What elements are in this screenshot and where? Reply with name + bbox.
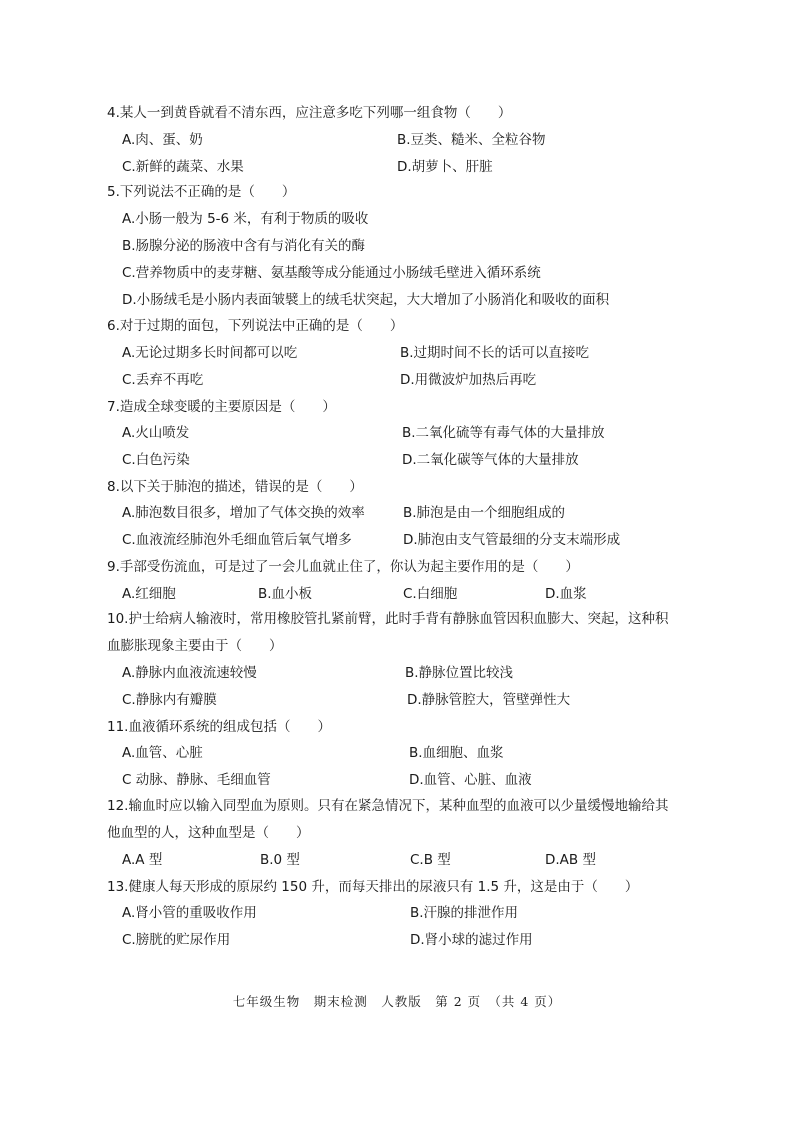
- q5-option-b: B.肠腺分泌的肠液中含有与消化有关的酶: [122, 238, 366, 254]
- question-8: 8.以下关于肺泡的描述，错误的是（ ）: [107, 479, 363, 495]
- q12-option-a: A.A 型: [122, 852, 163, 868]
- q7-option-a: A.火山喷发: [122, 425, 190, 441]
- q10-option-c: C.静脉内有瓣膜: [122, 692, 217, 708]
- q8-option-c: C.血液流经肺泡外毛细血管后氧气增多: [122, 532, 352, 548]
- q13-option-b: B.汗腺的排泄作用: [410, 905, 519, 921]
- q7-option-b: B.二氧化硫等有毒气体的大量排放: [402, 425, 605, 441]
- question-13: 13.健康人每天形成的原尿约 150 升，而每天排出的尿液只有 1.5 升，这是由于（ ）: [107, 879, 639, 895]
- q13-option-c: C.膀胱的贮尿作用: [122, 932, 231, 948]
- q6-option-d: D.用微波炉加热后再吃: [400, 372, 537, 388]
- q13-option-a: A.肾小管的重吸收作用: [122, 905, 257, 921]
- question-5: 5.下列说法不正确的是（ ）: [107, 184, 296, 200]
- q10-option-d: D.静脉管腔大，管壁弹性大: [407, 692, 571, 708]
- q4-option-b: B.豆类、糙米、全粒谷物: [397, 132, 546, 148]
- q13-option-d: D.肾小球的滤过作用: [410, 932, 533, 948]
- question-4: 4.某人一到黄昏就看不清东西，应注意多吃下列哪一组食物（ ）: [107, 105, 512, 121]
- q12-option-b: B.0 型: [260, 852, 300, 868]
- q11-option-a: A.血管、心脏: [122, 745, 203, 761]
- q6-option-c: C.丢弃不再吃: [122, 372, 204, 388]
- question-7: 7.造成全球变暖的主要原因是（ ）: [107, 399, 336, 415]
- question-11: 11.血液循环系统的组成包括（ ）: [107, 719, 331, 735]
- q10-option-a: A.静脉内血液流速较慢: [122, 665, 257, 681]
- q7-option-c: C.白色污染: [122, 452, 190, 468]
- q8-option-a: A.肺泡数目很多，增加了气体交换的效率: [122, 505, 365, 521]
- q11-option-d: D.血管、心脏、血液: [409, 772, 532, 788]
- q5-option-d: D.小肠绒毛是小肠内表面皱襞上的绒毛状突起，大大增加了小肠消化和吸收的面积: [122, 292, 610, 308]
- question-9: 9.手部受伤流血，可是过了一会儿血就止住了，你认为起主要作用的是（ ）: [107, 559, 579, 575]
- page-footer: 七年级生物 期末检测 人教版 第 2 页 （共 4 页）: [232, 994, 562, 1009]
- q4-option-c: C.新鲜的蔬菜、水果: [122, 159, 244, 175]
- q4-option-d: D.胡萝卜、肝脏: [397, 159, 493, 175]
- question-12: 12.输血时应以输入同型血为原则。只有在紧急情况下，某种血型的血液可以少量缓慢地输给其他血型的人，这种血型是（ ）: [107, 798, 669, 841]
- q11-option-b: B.血细胞、血浆: [409, 745, 504, 761]
- q9-option-c: C.白细胞: [403, 586, 458, 602]
- q7-option-d: D.二氧化碳等气体的大量排放: [402, 452, 579, 468]
- q6-option-a: A.无论过期多长时间都可以吃: [122, 345, 298, 361]
- q12-option-c: C.B 型: [410, 852, 451, 868]
- question-6: 6.对于过期的面包，下列说法中正确的是（ ）: [107, 318, 404, 334]
- q9-option-a: A.红细胞: [122, 586, 176, 602]
- q11-option-c: C 动脉、静脉、毛细血管: [122, 772, 271, 788]
- q12-option-d: D.AB 型: [545, 852, 596, 868]
- question-10: 10.护士给病人输液时，常用橡胶管扎紧前臂，此时手背有静脉血管因积血膨大、突起，这种积血膨胀现象主要由于（ ）: [107, 611, 669, 654]
- q8-option-d: D.肺泡由支气管最细的分支末端形成: [403, 532, 621, 548]
- q5-option-a: A.小肠一般为 5-6 米，有利于物质的吸收: [122, 211, 369, 227]
- q4-option-a: A.肉、蛋、奶: [122, 132, 203, 148]
- q5-option-c: C.营养物质中的麦芽糖、氨基酸等成分能通过小肠绒毛壁进入循环系统: [122, 265, 541, 281]
- q8-option-b: B.肺泡是由一个细胞组成的: [403, 505, 566, 521]
- q9-option-b: B.血小板: [258, 586, 313, 602]
- q6-option-b: B.过期时间不长的话可以直接吃: [400, 345, 590, 361]
- q9-option-d: D.血浆: [545, 586, 587, 602]
- q10-option-b: B.静脉位置比较浅: [405, 665, 514, 681]
